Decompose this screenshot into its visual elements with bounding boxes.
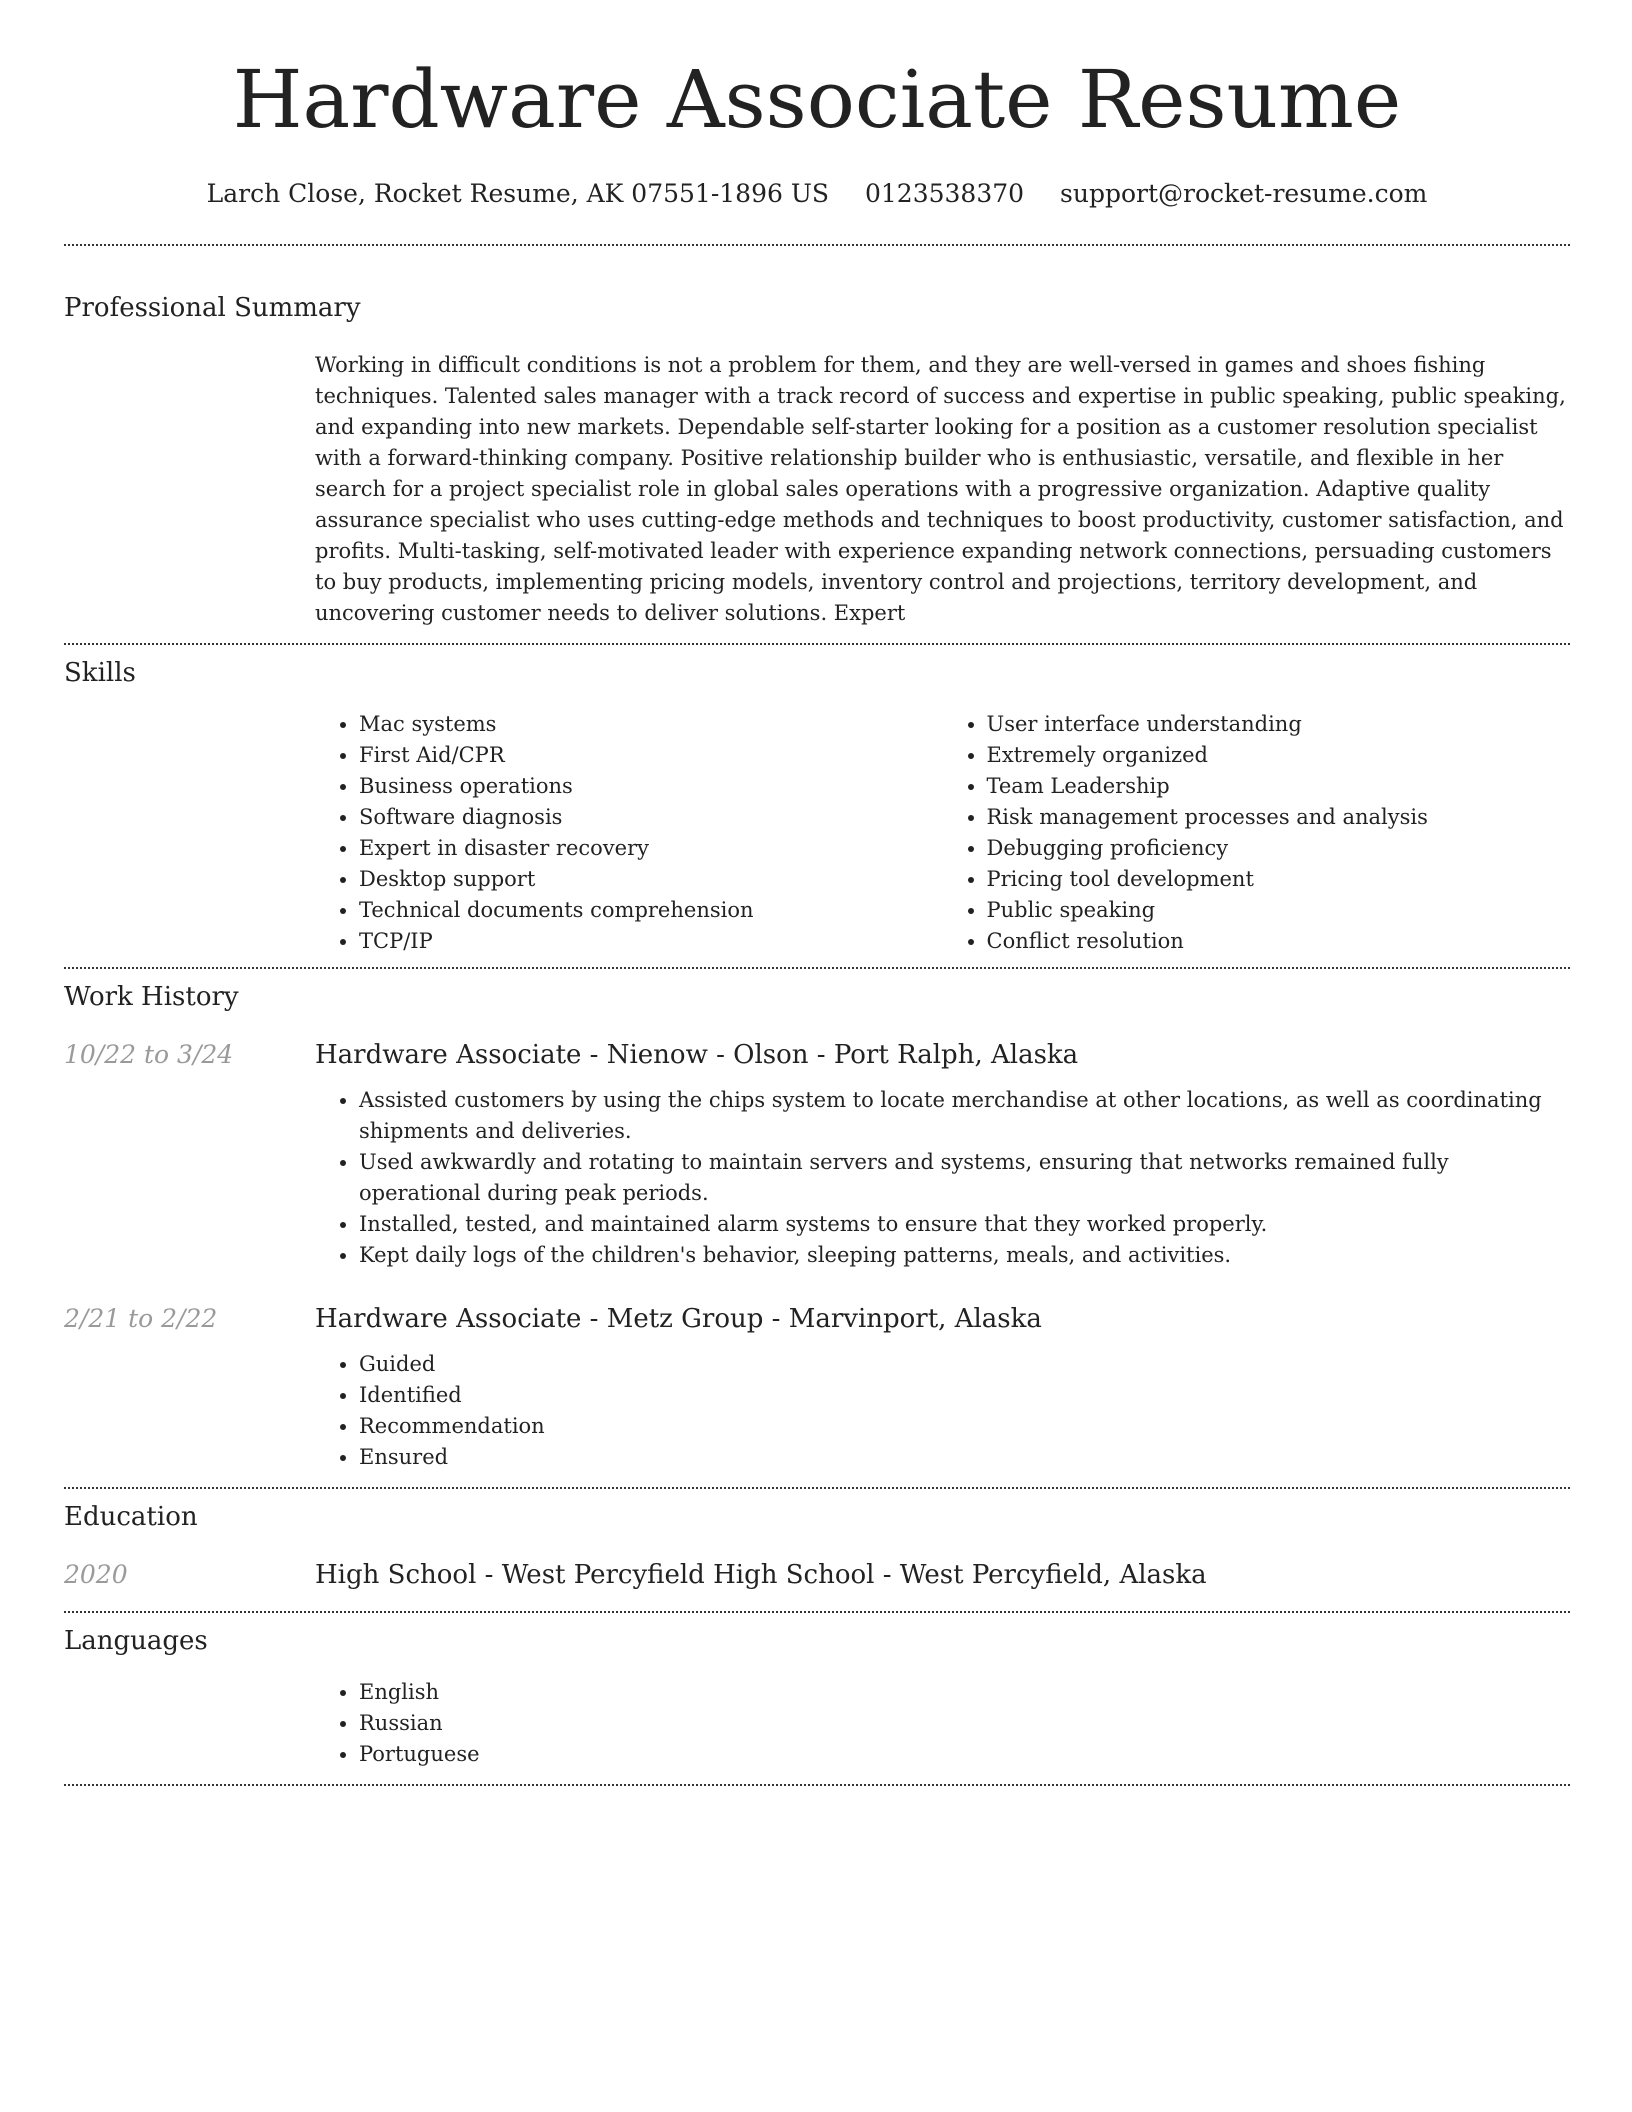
work-history-heading: Work History <box>64 982 239 1012</box>
job-bullet: • Identified <box>359 1380 1570 1411</box>
languages-content <box>315 1657 1570 1784</box>
job-bullet: • Recommendation <box>359 1411 1570 1442</box>
job-bullets <box>315 1085 1570 1271</box>
skill-item: • Software diagnosis <box>359 802 943 833</box>
address-text: Larch Close, Rocket Resume, AK 07551-1896 US <box>206 179 830 208</box>
languages-section <box>64 1613 1570 1784</box>
skill-item: • Expert in disaster recovery <box>359 833 943 864</box>
skill-item: • Risk management processes and analysis <box>987 802 1571 833</box>
job-title: Hardware Associate - Nienow - Olson - Port Ralph, Alaska <box>315 1040 1079 1070</box>
skills-heading: Skills <box>64 658 136 688</box>
email-link[interactable]: support@rocket-resume.com <box>1060 179 1428 208</box>
job-bullet: • Kept daily logs of the children's behavior, sleeping patterns, meals, and activities. <box>359 1240 1570 1271</box>
education-entry <box>64 1533 1570 1611</box>
skill-item: • Pricing tool development <box>987 864 1571 895</box>
language-item: • Portuguese <box>359 1739 1570 1770</box>
skill-item: • User interface understanding <box>987 709 1571 740</box>
skill-item: • First Aid/CPR <box>359 740 943 771</box>
job-bullet: • Installed, tested, and maintained alarm systems to ensure that they worked properly. <box>359 1209 1570 1240</box>
phone-text: 0123538370 <box>865 179 1025 208</box>
skill-item: • Desktop support <box>359 864 943 895</box>
skill-item: • Extremely organized <box>987 740 1571 771</box>
job-bullet: • Guided <box>359 1349 1570 1380</box>
job-bullet: • Used awkwardly and rotating to maintain servers and systems, ensuring that networks remained fully operational during peak periods. <box>359 1147 1570 1209</box>
education-heading: Education <box>64 1502 198 1532</box>
summary-text: Working in difficult conditions is not a problem for them, and they are well-versed in games and shoes fishing techniques. Talented sales manager with a track record of success and expertise in public speaking, public speaking, and expanding into new markets. Dependable self-starter looking for a position as a customer resolution specialist with a forward-thinking company. Positive relationship builder who is enthusiastic, versatile, and flexible in her search for a project specialist role in global sales operations with a progressive organization. Adaptive quality assurance specialist who uses cutting-edge methods and techniques to boost productivity, customer satisfaction, and profits. Multi-tasking, self-motivated leader with experience expanding network connections, persuading customers to buy products, implementing pricing models, inventory control and projections, territory development, and uncovering customer needs to deliver solutions. Expert <box>315 353 1566 625</box>
page-title: Hardware Associate Resume <box>232 53 1402 146</box>
skill-item: • Debugging proficiency <box>987 833 1571 864</box>
skill-item: • TCP/IP <box>359 926 943 957</box>
skill-item: • Mac systems <box>359 709 943 740</box>
job-bullets <box>315 1349 1570 1473</box>
language-item: • English <box>359 1677 1570 1708</box>
language-item: • Russian <box>359 1708 1570 1739</box>
job-dates: 2/21 to 2/22 <box>64 1304 218 1333</box>
job-entry <box>64 1013 1570 1303</box>
divider <box>64 1784 1570 1786</box>
job-dates: 10/22 to 3/24 <box>64 1040 234 1069</box>
job-entry <box>64 1303 1570 1487</box>
skill-item: • Public speaking <box>987 895 1571 926</box>
skills-section <box>64 645 1570 967</box>
education-year: 2020 <box>64 1560 128 1589</box>
skill-item: • Business operations <box>359 771 943 802</box>
languages-heading: Languages <box>64 1626 208 1656</box>
languages-list <box>315 1677 1570 1770</box>
job-bullet: • Assisted customers by using the chips system to locate merchandise at other locations, as well as coordinating shipments and deliveries. <box>359 1085 1570 1147</box>
contact-line <box>64 178 1570 210</box>
skill-item: • Team Leadership <box>987 771 1571 802</box>
summary-section <box>64 246 1570 643</box>
skills-list-right <box>943 709 1571 957</box>
skills-columns <box>315 689 1570 967</box>
job-bullet: • Ensured <box>359 1442 1570 1473</box>
resume-header <box>64 0 1570 210</box>
summary-heading: Professional Summary <box>64 293 361 323</box>
work-history-section <box>64 969 1570 1487</box>
skill-item: • Technical documents comprehension <box>359 895 943 926</box>
education-section <box>64 1489 1570 1611</box>
skills-list-left <box>315 709 943 957</box>
resume-page <box>64 0 1570 1786</box>
education-title: High School - West Percyfield High School - West Percyfield, Alaska <box>315 1560 1207 1590</box>
job-title: Hardware Associate - Metz Group - Marvinport, Alaska <box>315 1304 1042 1334</box>
skill-item: • Conflict resolution <box>987 926 1571 957</box>
